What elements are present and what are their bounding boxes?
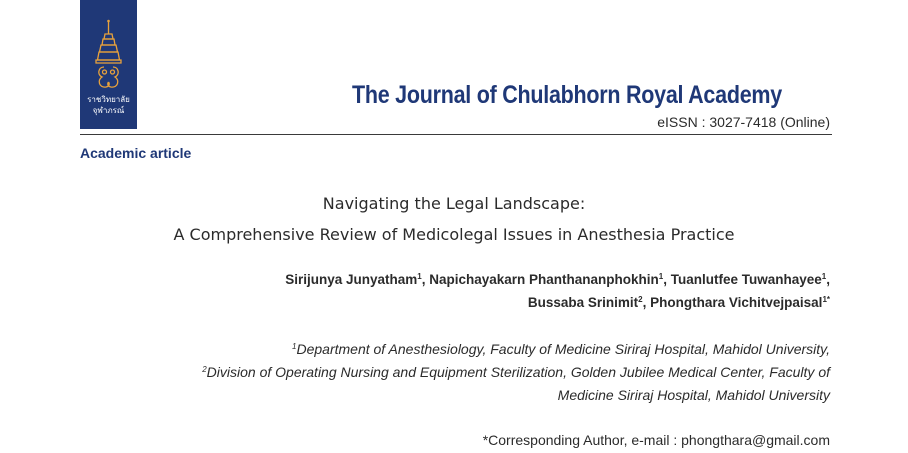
article-type: Academic article xyxy=(80,145,192,161)
crown-emblem-icon xyxy=(80,0,137,95)
author-affil-mark: 1* xyxy=(822,295,830,304)
affiliation-2 xyxy=(202,364,830,380)
affiliation-mark: 2 xyxy=(202,365,207,374)
header-divider xyxy=(80,134,832,135)
author-affil-mark: 1 xyxy=(658,272,664,281)
author-affil-mark: 2 xyxy=(638,295,643,304)
affiliation-text: Division of Operating Nursing and Equipment Sterilization, Golden Jubilee Medical Center, Faculty of xyxy=(206,364,830,380)
author-separator: , xyxy=(826,272,830,287)
author-name: Tuanlutfee Tuwanhayee xyxy=(670,272,822,287)
author-name: Napichayakarn Phanthananphokhin xyxy=(429,272,659,287)
corresponding-author: *Corresponding Author, e-mail : phongthara@gmail.com xyxy=(482,432,830,448)
paper-title-line1: Navigating the Legal Landscape: xyxy=(322,194,586,213)
author-name: Sirijunya Junyatham xyxy=(285,272,418,287)
author-line-2 xyxy=(528,295,830,310)
author-name: Phongthara Vichitvejpaisal xyxy=(650,295,823,310)
author-line-1 xyxy=(285,272,830,287)
author-affil-mark: 1 xyxy=(417,272,422,281)
affiliation-2-continued: Medicine Siriraj Hospital, Mahidol University xyxy=(557,387,830,403)
logo-thai-line1: ราชวิทยาลัย xyxy=(87,95,130,104)
author-affil-mark: 1 xyxy=(821,272,827,281)
author-separator: , xyxy=(642,295,651,310)
author-separator: , xyxy=(663,272,671,287)
author-name: Bussaba Srinimit xyxy=(527,295,639,310)
paper-title-line2: A Comprehensive Review of Medicolegal Issues in Anesthesia Practice xyxy=(173,225,735,244)
journal-title: The Journal of Chulabhorn Royal Academy xyxy=(352,81,782,109)
author-separator: , xyxy=(421,272,430,287)
affiliation-mark: 1 xyxy=(292,342,297,351)
affiliation-text: Department of Anesthesiology, Faculty of Medicine Siriraj Hospital, Mahidol University, xyxy=(296,341,830,357)
affiliation-1 xyxy=(292,341,830,357)
logo-thai-line2: จุฬาภรณ์ xyxy=(92,106,125,115)
issn: eISSN : 3027-7418 (Online) xyxy=(657,114,830,130)
academy-logo xyxy=(80,0,137,129)
